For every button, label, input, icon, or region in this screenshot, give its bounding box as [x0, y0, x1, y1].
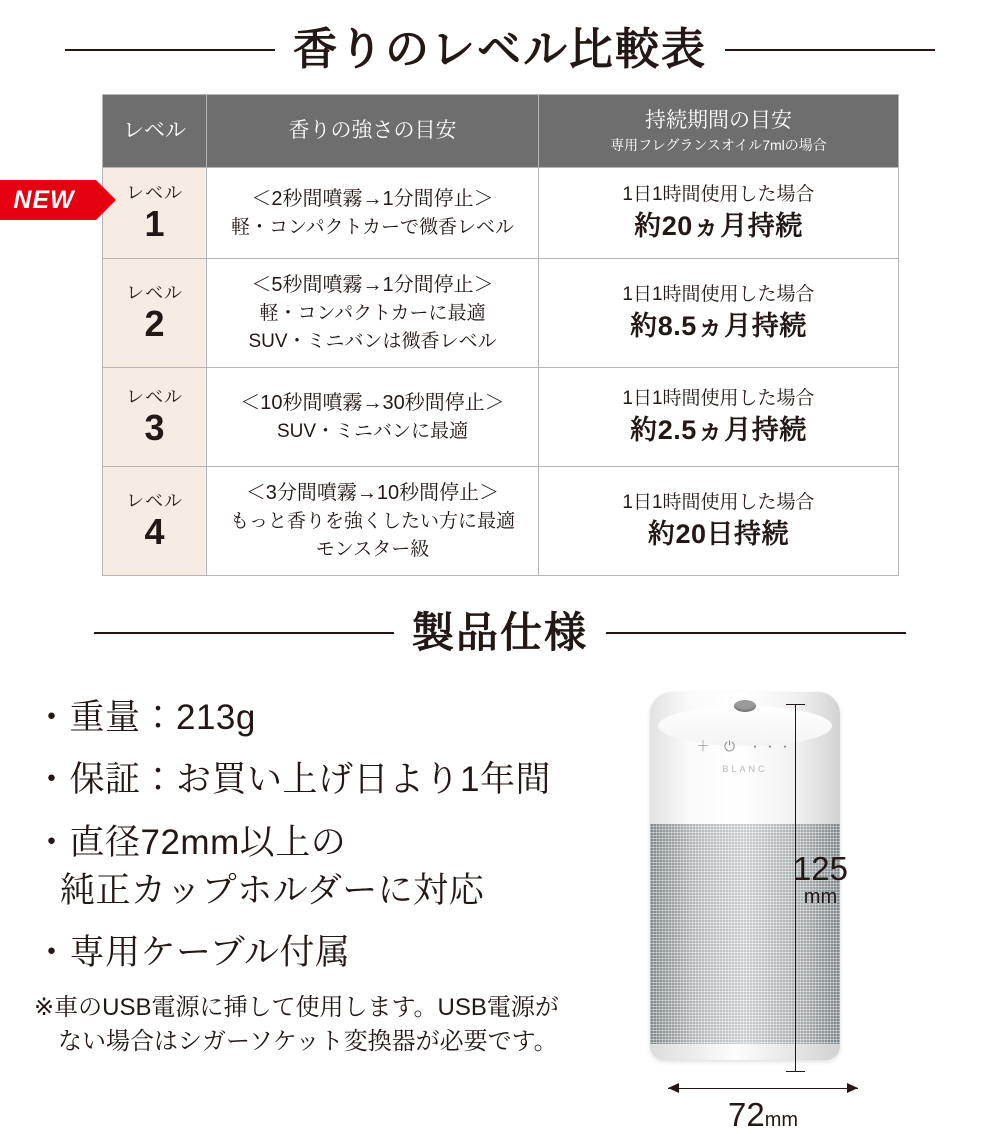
width-dimension-line — [668, 1088, 858, 1133]
list-item: ・保証：お買い上げ日より1年間 — [34, 760, 551, 800]
level-cell: レベル 2 — [103, 259, 207, 368]
list-item: ・専用ケーブル付属 — [34, 933, 351, 973]
arrow-left-icon — [668, 1083, 679, 1093]
strength-cell: ＜10秒間噴霧→30秒間停止＞ SUV・ミニバンに最適 — [207, 368, 539, 467]
spec-list — [34, 680, 622, 1060]
level-cell: レベル 1 — [103, 168, 207, 259]
header-duration: 持続期間の目安 専用フレグランスオイル7mlの場合 — [539, 95, 899, 168]
level-dots-icon: ・・・ — [749, 739, 795, 754]
header-level: レベル — [103, 95, 207, 168]
heading-rule-right — [606, 632, 906, 634]
level-cell: レベル 4 — [103, 467, 207, 576]
height-dimension-label: 125 mm — [792, 850, 848, 908]
new-badge: NEW — [0, 180, 96, 220]
spec-section-heading — [0, 609, 1000, 656]
strength-cell: ＜5秒間噴霧→1分間停止＞ 軽・コンパクトカーに最適 SUV・ミニバンは微香レベル — [207, 259, 539, 368]
heading-rule-left — [94, 632, 394, 634]
table-row — [103, 168, 899, 259]
comparison-table-wrap — [13, 94, 898, 576]
heading-rule-left — [65, 49, 275, 51]
header-strength: 香りの強さの目安 — [207, 95, 539, 168]
duration-cell: 1日1時間使用した場合 約8.5ヵ月持続 — [539, 259, 899, 368]
heading-rule-right — [725, 49, 935, 51]
width-dimension-label: 72mm — [727, 1096, 799, 1133]
duration-cell: 1日1時間使用した場合 約2.5ヵ月持続 — [539, 368, 899, 467]
device-cap — [650, 692, 840, 824]
product-image-column — [632, 680, 982, 1133]
usb-note: ※車のUSB電源に挿して使用します。USB電源が ない場合はシガーソケット変換器が必要です。 — [34, 994, 559, 1056]
device-base — [650, 1044, 840, 1060]
comparison-title: 香りのレベル比較表 — [293, 25, 707, 74]
table-row — [103, 368, 899, 467]
duration-cell: 1日1時間使用した場合 約20ヵ月持続 — [539, 168, 899, 259]
strength-cell: ＜3分間噴霧→10秒間停止＞ もっと香りを強くしたい方に最適 モンスター級 — [207, 467, 539, 576]
comparison-section-heading — [0, 25, 1000, 74]
table-row — [103, 259, 899, 368]
table-row — [103, 467, 899, 576]
list-item: ・直径72mm以上の 純正カップホルダーに対応 — [34, 822, 485, 910]
nozzle-icon — [734, 700, 756, 712]
power-icon: ⏻ — [723, 737, 736, 754]
level-cell: レベル 3 — [103, 368, 207, 467]
duration-cell: 1日1時間使用した場合 約20日持続 — [539, 467, 899, 576]
product-diffuser-image — [650, 692, 848, 1133]
table-header-row — [103, 95, 899, 168]
list-item: ・重量：213g — [34, 698, 256, 737]
strength-cell: ＜2秒間噴霧→1分間停止＞ 軽・コンパクトカーで微香レベル — [207, 168, 539, 259]
spec-title: 製品仕様 — [411, 609, 588, 656]
control-row — [650, 736, 840, 756]
scent-level-comparison-table — [102, 94, 899, 576]
plus-icon: ＋ — [695, 738, 710, 754]
arrow-right-icon — [847, 1083, 858, 1093]
spec-area — [0, 680, 1000, 1133]
brand-label: BLANC — [722, 764, 768, 774]
